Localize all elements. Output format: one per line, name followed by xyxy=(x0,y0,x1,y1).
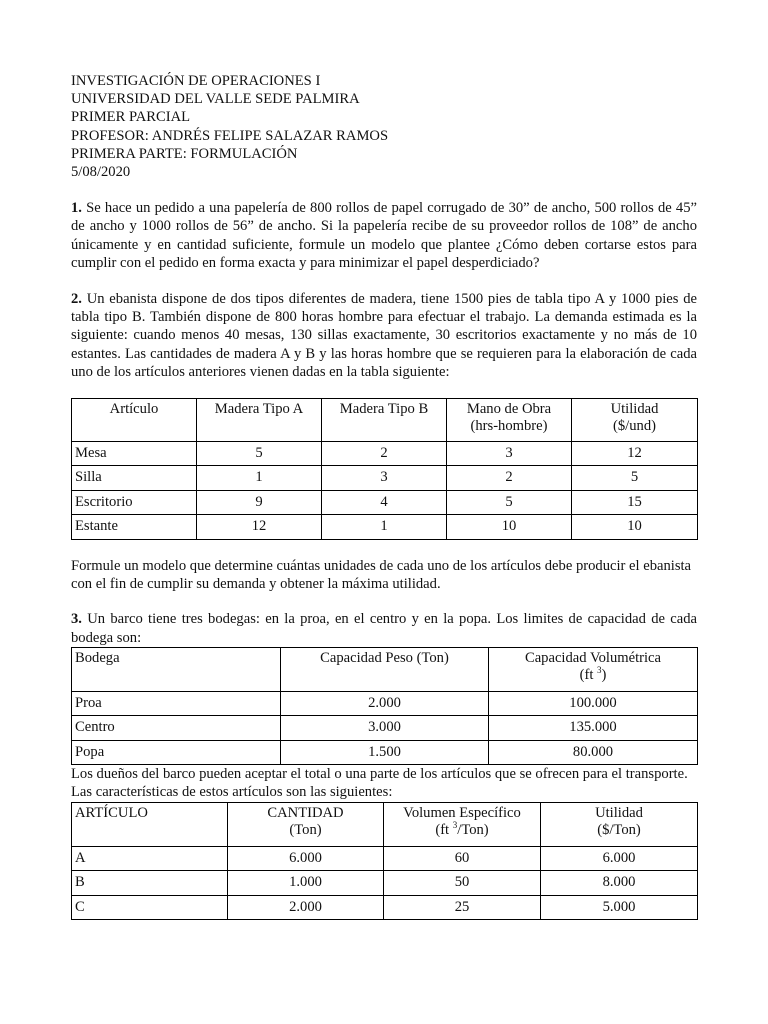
document-page xyxy=(71,72,697,920)
table-cell: Silla xyxy=(72,466,197,491)
question-3-number: 3. xyxy=(71,611,82,628)
document-header xyxy=(71,72,697,181)
table-cell: 12 xyxy=(197,515,322,540)
table-row xyxy=(72,691,698,716)
question-3-middle-text: Los dueños del barco pueden aceptar el total o una parte de los artículos que se ofrecen para el transporte. Las características de estos artículos son las siguientes: xyxy=(71,766,688,801)
table-cell: 9 xyxy=(197,490,322,515)
table-cell: 3 xyxy=(322,466,447,491)
question-3 xyxy=(71,610,697,646)
table-row xyxy=(72,441,698,466)
table-row xyxy=(72,466,698,491)
table-cell: Escritorio xyxy=(72,490,197,515)
col-header-article: Artículo xyxy=(72,398,197,441)
col-header-hold: Bodega xyxy=(72,647,281,691)
table-cell: 4 xyxy=(322,490,447,515)
table-cell: 50 xyxy=(384,871,541,896)
table-cell: A xyxy=(72,846,228,871)
table-cell: 80.000 xyxy=(489,740,698,765)
question-1 xyxy=(71,199,697,272)
table-cell: Estante xyxy=(72,515,197,540)
table-cell: 8.000 xyxy=(541,871,698,896)
table-cell: 135.000 xyxy=(489,716,698,741)
question-1-number: 1. xyxy=(71,200,82,217)
col-header-profit: Utilidad ($/Ton) xyxy=(541,802,698,846)
table-cell: 100.000 xyxy=(489,691,698,716)
col-header-wood-b: Madera Tipo B xyxy=(322,398,447,441)
wood-table xyxy=(71,398,698,540)
table-cell: 3 xyxy=(447,441,572,466)
exam-date: 5/08/2020 xyxy=(71,163,131,180)
table-cell: 1 xyxy=(322,515,447,540)
table-cell: 6.000 xyxy=(541,846,698,871)
table-cell: 1 xyxy=(197,466,322,491)
col-header-weight-capacity: Capacidad Peso (Ton) xyxy=(281,647,489,691)
table-cell: 15 xyxy=(572,490,698,515)
table-row xyxy=(72,895,698,920)
table-row xyxy=(72,846,698,871)
table-cell: Centro xyxy=(72,716,281,741)
table-cell: 10 xyxy=(447,515,572,540)
table-cell: 5 xyxy=(197,441,322,466)
table-cell: 10 xyxy=(572,515,698,540)
table-cell: 1.000 xyxy=(228,871,384,896)
table-cell: Popa xyxy=(72,740,281,765)
professor-name: PROFESOR: ANDRÉS FELIPE SALAZAR RAMOS xyxy=(71,127,389,144)
table-cell: 3.000 xyxy=(281,716,489,741)
table-cell: C xyxy=(72,895,228,920)
exam-name: PRIMER PARCIAL xyxy=(71,109,191,126)
holds-table-header xyxy=(72,647,698,691)
col-header-article: ARTÍCULO xyxy=(72,802,228,846)
question-2-text: Un ebanista dispone de dos tipos diferentes de madera, tiene 1500 pies de tabla tipo A y 1000 pies de tabla tipo B. También dispone de 800 horas hombre para efectuar el trabajo. La demanda estimada es la siguiente: cuando menos 40 mesas, 130 sillas exactamente, 30 escritorios exactamente y no más de 10 estantes. Las cantidades de madera A y B y las horas hombre que se requieren para la elaboración de cada uno de los artículos anteriores vienen dadas en la tabla siguiente: xyxy=(71,290,697,380)
articles-table-header xyxy=(72,802,698,846)
table-row xyxy=(72,490,698,515)
table-cell: 60 xyxy=(384,846,541,871)
table-cell: 6.000 xyxy=(228,846,384,871)
col-header-specific-volume: Volumen Específico (ft $^3$/Ton) xyxy=(384,802,541,846)
holds-table xyxy=(71,647,698,766)
table-row xyxy=(72,740,698,765)
table-cell: 1.500 xyxy=(281,740,489,765)
col-header-labor: Mano de Obra (hrs-hombre) xyxy=(447,398,572,441)
question-3-text: Un barco tiene tres bodegas: en la proa, en el centro y en la popa. Los limites de capacidad de cada bodega son: xyxy=(71,611,697,646)
col-header-volume-capacity: Capacidad Volumétrica (ft $^3$) xyxy=(489,647,698,691)
table-cell: 2.000 xyxy=(281,691,489,716)
table-cell: 5 xyxy=(572,466,698,491)
question-2-number: 2. xyxy=(71,290,82,307)
table-row xyxy=(72,871,698,896)
university-name: UNIVERSIDAD DEL VALLE SEDE PALMIRA xyxy=(71,91,360,108)
course-title: INVESTIGACIÓN DE OPERACIONES I xyxy=(71,73,321,89)
table-cell: B xyxy=(72,871,228,896)
table-cell: Mesa xyxy=(72,441,197,466)
col-header-profit: Utilidad ($/und) xyxy=(572,398,698,441)
table-cell: Proa xyxy=(72,691,281,716)
table-cell: 2 xyxy=(322,441,447,466)
table-row xyxy=(72,716,698,741)
col-header-wood-a: Madera Tipo A xyxy=(197,398,322,441)
table-cell: 25 xyxy=(384,895,541,920)
col-header-quantity: CANTIDAD (Ton) xyxy=(228,802,384,846)
question-2-instruction: Formule un modelo que determine cuántas unidades de cada uno de los artículos debe producir el ebanista con el fin de cumplir su demanda y obtener la máxima utilidad. xyxy=(71,557,692,593)
table-cell: 5.000 xyxy=(541,895,698,920)
question-1-text: Se hace un pedido a una papelería de 800 rollos de papel corrugado de 30” de ancho, 500 rollos de 45” de ancho y 1000 rollos de 56” de ancho. Si la papelería recibe de su proveedor rollos de 108” de ancho únicamente y en cantidad suficiente, formule un modelo que plantee ¿Cómo deben cortarse estos para cumplir con el pedido en forma exacta y para minimizar el papel desperdiciado? xyxy=(71,200,697,271)
articles-table xyxy=(71,802,698,921)
table-cell: 12 xyxy=(572,441,698,466)
table-cell: 2.000 xyxy=(228,895,384,920)
question-2 xyxy=(71,290,697,381)
wood-table-header xyxy=(72,398,698,441)
table-row xyxy=(72,515,698,540)
table-cell: 5 xyxy=(447,490,572,515)
table-cell: 2 xyxy=(447,466,572,491)
part-title: PRIMERA PARTE: FORMULACIÓN xyxy=(71,145,298,162)
